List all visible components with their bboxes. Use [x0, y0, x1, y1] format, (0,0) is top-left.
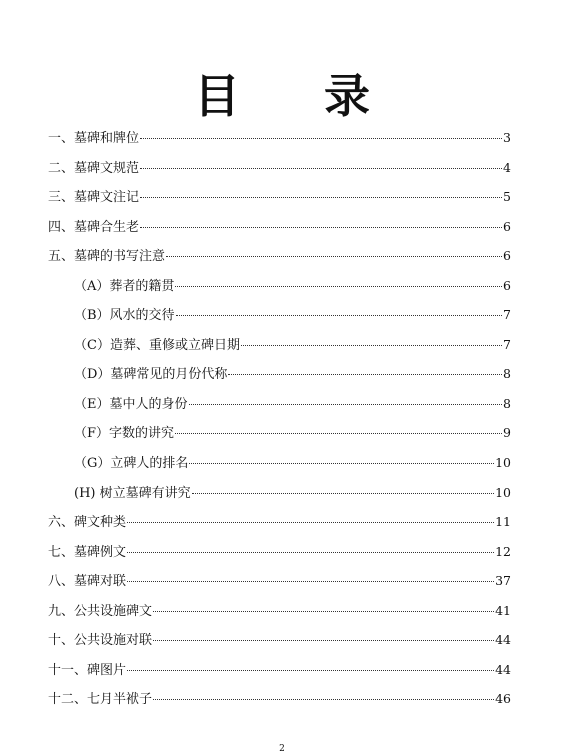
dot-leader: [153, 640, 494, 641]
toc-entry-page: 9: [503, 425, 511, 441]
dot-leader: [189, 404, 503, 405]
toc-entry[interactable]: [48, 689, 511, 719]
toc-entry-page: 8: [503, 366, 511, 382]
toc-entry-label: 五、墓碑的书写注意: [48, 249, 166, 265]
toc-entry-label: 十一、碑图片: [48, 662, 127, 678]
table-of-contents: [48, 128, 511, 719]
toc-entry-page: 10: [495, 455, 511, 471]
toc-entry-label: 十二、七月半袱子: [48, 692, 153, 708]
dot-leader: [140, 138, 502, 139]
toc-entry[interactable]: [48, 423, 511, 453]
dot-leader: [241, 345, 502, 346]
toc-entry-page: 3: [503, 130, 511, 145]
toc-entry-page: 11: [495, 514, 511, 530]
dot-leader: [176, 315, 502, 316]
dot-leader: [189, 463, 494, 464]
dot-leader: [175, 433, 502, 434]
dot-leader: [140, 168, 502, 169]
toc-entry-label: 七、墓碑例文: [48, 544, 127, 560]
toc-entry-label: （B）风水的交待: [74, 308, 175, 324]
dot-leader: [153, 699, 494, 700]
toc-entry-page: 4: [503, 159, 511, 175]
toc-entry-label: （D）墓碑常见的月份代称: [74, 367, 228, 383]
toc-entry-label: 二、墓碑文规范: [48, 160, 140, 176]
toc-entry[interactable]: [48, 512, 511, 542]
toc-entry-page: 8: [503, 395, 511, 411]
toc-entry-page: 46: [495, 691, 511, 707]
dot-leader: [140, 197, 502, 198]
toc-entry-page: 5: [503, 189, 511, 205]
dot-leader: [140, 227, 502, 228]
toc-entry-page: 6: [503, 218, 511, 234]
toc-entry[interactable]: [48, 453, 511, 483]
toc-entry-page: 12: [495, 543, 511, 559]
toc-entry[interactable]: [48, 217, 511, 247]
toc-entry-page: 44: [495, 632, 511, 648]
toc-entry-label: 一、墓碑和牌位: [48, 131, 140, 146]
toc-entry[interactable]: [48, 394, 511, 424]
toc-entry-label: （A）葬者的籍贯: [74, 278, 175, 294]
toc-entry-page: 6: [503, 277, 511, 293]
toc-entry-page: 10: [495, 484, 511, 500]
toc-entry-page: 6: [503, 248, 511, 264]
toc-entry[interactable]: [48, 483, 511, 513]
dot-leader: [192, 493, 494, 494]
toc-entry-label: （C）造葬、重修或立碑日期: [74, 337, 240, 353]
toc-entry-page: 7: [503, 336, 511, 352]
page-title: 目 录: [193, 69, 404, 123]
toc-entry-label: 八、墓碑对联: [48, 574, 127, 590]
toc-entry-label: （E）墓中人的身份: [74, 396, 188, 412]
dot-leader: [153, 611, 494, 612]
toc-entry[interactable]: [48, 128, 511, 158]
toc-entry-page: 41: [495, 602, 511, 618]
toc-entry-label: （G）立碑人的排名: [74, 456, 189, 472]
dot-leader: [127, 522, 494, 523]
toc-entry-label: 三、墓碑文注记: [48, 190, 140, 206]
toc-entry-page: 37: [495, 573, 511, 589]
toc-entry-label: 四、墓碑合生老: [48, 219, 140, 235]
toc-entry-label: 十、公共设施对联: [48, 633, 153, 649]
toc-entry[interactable]: [48, 246, 511, 276]
toc-entry-label: 九、公共设施碑文: [48, 603, 153, 619]
dot-leader: [175, 286, 502, 287]
toc-entry[interactable]: [48, 571, 511, 601]
dot-leader: [127, 552, 494, 553]
toc-entry[interactable]: [48, 660, 511, 690]
toc-entry[interactable]: [48, 158, 511, 188]
toc-entry[interactable]: [48, 630, 511, 660]
dot-leader: [228, 374, 502, 375]
toc-entry[interactable]: [48, 601, 511, 631]
dot-leader: [127, 670, 494, 671]
toc-entry[interactable]: [48, 187, 511, 217]
toc-entry-label: （F）字数的讲究: [74, 426, 175, 442]
toc-entry[interactable]: [48, 305, 511, 335]
toc-entry[interactable]: [48, 335, 511, 365]
toc-entry[interactable]: [48, 364, 511, 394]
toc-entry-label: (H) 树立墓碑有讲究: [74, 485, 191, 501]
dot-leader: [127, 581, 494, 582]
toc-entry[interactable]: [48, 542, 511, 572]
toc-entry-page: 7: [503, 307, 511, 323]
toc-entry[interactable]: [48, 276, 511, 306]
dot-leader: [166, 256, 502, 257]
toc-entry-page: 44: [495, 661, 511, 677]
toc-entry-label: 六、碑文种类: [48, 515, 127, 531]
page-number: 2: [279, 744, 285, 754]
